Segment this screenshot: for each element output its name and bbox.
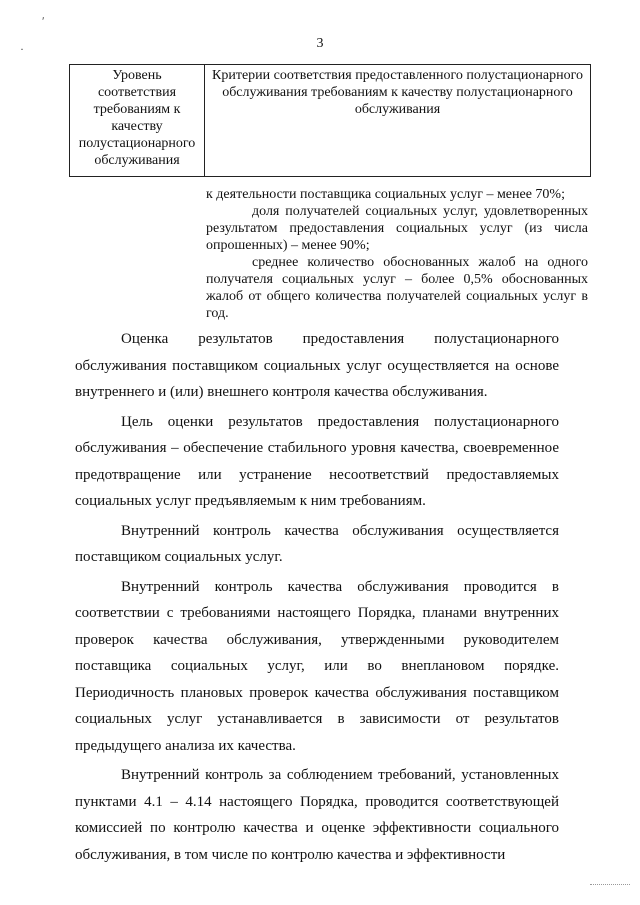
- paragraph: Цель оценки результатов предоставления полустационарного обслуживания – обеспечение стабильного уровня качества, своевременное предотвращение или устранение несоответствий предоставляемых социальных услуг предъявляемым к ним требованиям.: [75, 413, 559, 509]
- body-text: [75, 326, 559, 868]
- criteria-line: среднее количество обоснованных жалоб на одного получателя социальных услуг – более 0,5% обоснованных жалоб от общего количества получателей социальных услуг в год.: [206, 255, 588, 321]
- scan-artifact: [590, 880, 630, 885]
- criteria-table: [69, 64, 591, 177]
- scan-mark: ·: [20, 42, 24, 56]
- table-header-level: Уровень соответствия требованиям к качеству полустационарного обслуживания: [70, 65, 205, 177]
- scan-mark: ʹ: [42, 14, 45, 28]
- criteria-line: к деятельности поставщика социальных услуг – менее 70%;: [206, 187, 565, 202]
- paragraph: Внутренний контроль качества обслуживания осуществляется поставщиком социальных услуг.: [75, 522, 559, 565]
- criteria-line: доля получателей социальных услуг, удовлетворенных результатом предоставления социальных услуг (из числа опрошенных) – менее 90%;: [206, 204, 588, 253]
- paragraph: Внутренний контроль качества обслуживания проводится в соответствии с требованиями настоящего Порядка, планами внутренних проверок качества обслуживания, утвержденными руководителем поставщика социальных услуг, или во внеплановом порядке. Периодичность плановых проверок качества обслуживания поставщиком социальных услуг устанавливается в зависимости от результатов предыдущего анализа их качества.: [75, 578, 559, 754]
- paragraph: Оценка результатов предоставления полустационарного обслуживания поставщиком социальных услуг осуществляется на основе внутреннего и (или) внешнего контроля качества обслуживания.: [75, 331, 559, 400]
- paragraph: Внутренний контроль за соблюдением требований, установленных пунктами 4.1 – 4.14 настоящего Порядка, проводится соответствующей комиссией по контролю качества и оценке эффективности социального обслуживания, в том числе по контролю качества и эффективности: [75, 767, 559, 863]
- criteria-continuation: [206, 186, 588, 322]
- page-number: 3: [316, 36, 324, 51]
- table-header-criteria: Критерии соответствия предоставленного полустационарного обслуживания требованиям к качеству полустационарного обслуживания: [205, 65, 591, 177]
